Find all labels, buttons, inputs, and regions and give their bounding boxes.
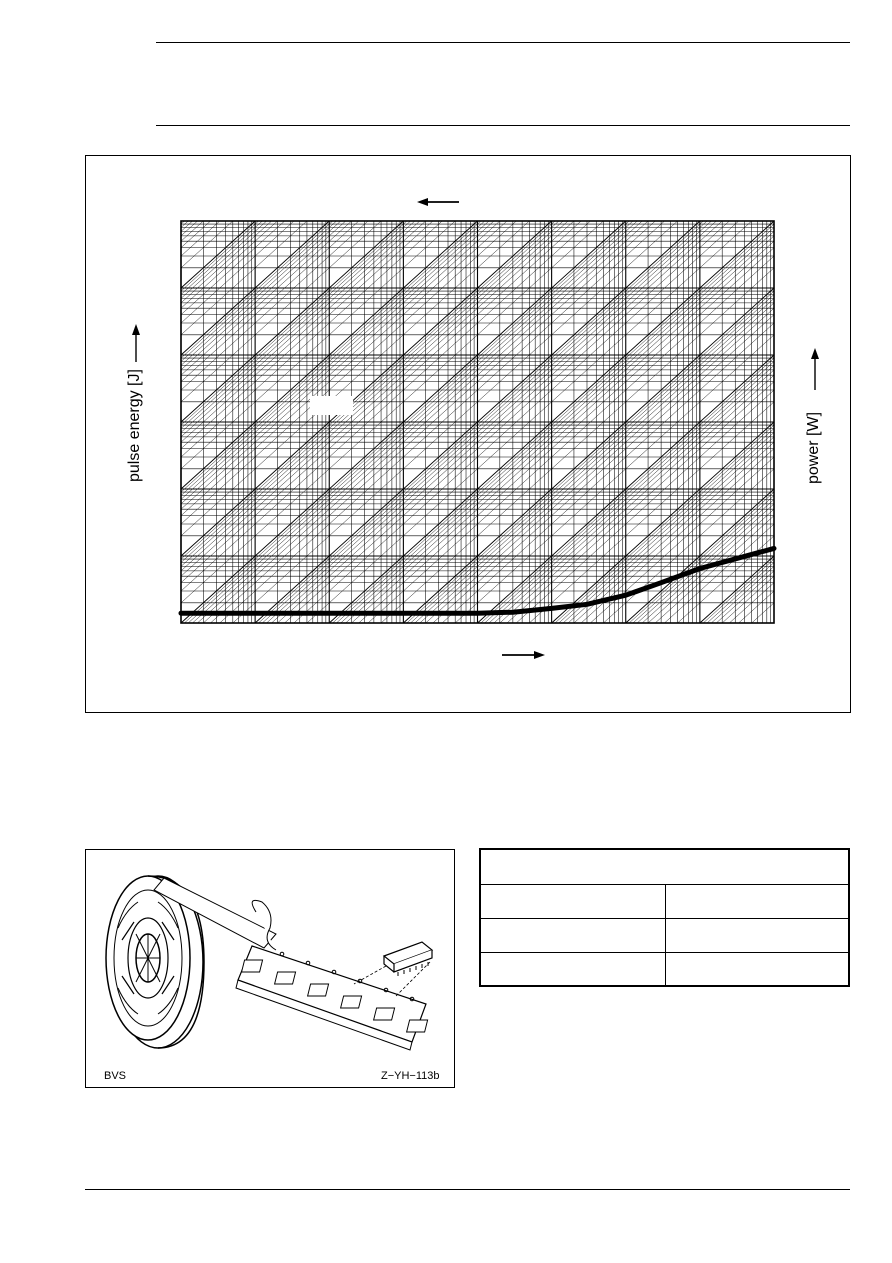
- power-diagonal-line: [716, 571, 774, 623]
- power-diagonal-line: [181, 221, 415, 432]
- chart-label-mask: [310, 396, 353, 415]
- table-cell: [480, 884, 666, 918]
- y-axis-label: pulse energy [J]: [126, 369, 143, 482]
- power-diagonal-line: [181, 221, 210, 248]
- power-diagonal-line: [181, 221, 333, 358]
- power-diagonal-line: [181, 221, 381, 402]
- power-diagonal-line: [481, 358, 774, 623]
- figure-left-caption: BVS: [104, 1070, 127, 1082]
- power-diagonal-line: [507, 382, 774, 623]
- tape-reel-drawing: [86, 850, 454, 1087]
- power-diagonal-line: [181, 221, 559, 562]
- power-diagonal-line: [403, 288, 774, 623]
- power-diagonal-line: [181, 221, 552, 556]
- power-diagonal-line: [489, 365, 774, 623]
- power-diagonal-line: [181, 221, 411, 428]
- top-axis-arrow: [417, 198, 459, 206]
- power-diagonal-line: [181, 221, 563, 566]
- tape-reel-figure: [85, 849, 455, 1088]
- power-diagonal-line: [181, 221, 426, 442]
- table-header-cell: [480, 849, 849, 884]
- power-diagonal-line: [181, 221, 272, 303]
- power-diagonal-line: [181, 221, 262, 294]
- power-diagonal-line: [707, 562, 774, 623]
- power-diagonal-line: [574, 442, 774, 623]
- power-diagonal-line: [181, 221, 481, 492]
- power-diagonal-line: [442, 323, 774, 623]
- power-diagonal-line: [181, 221, 277, 308]
- power-diagonal-line: [181, 221, 500, 509]
- power-diagonal-line: [411, 294, 774, 623]
- bottom-axis-arrow: [502, 651, 545, 659]
- power-diagonal-line: [637, 499, 774, 623]
- power-diagonal-line: [722, 576, 774, 623]
- power-diagonal-line: [181, 221, 359, 382]
- power-diagonal-line: [420, 303, 774, 623]
- power-diagonal-line: [181, 221, 307, 335]
- packing-table: [479, 848, 850, 987]
- table-cell: [480, 952, 666, 986]
- power-diagonal-line: [333, 224, 774, 623]
- power-diagonal-line: [181, 221, 368, 390]
- power-diagonal-line: [559, 428, 774, 623]
- table-cell: [666, 918, 850, 952]
- figure-right-caption: Z−YH−113b: [381, 1070, 440, 1082]
- power-diagonal-line: [739, 591, 774, 623]
- power-diagonal-line: [455, 335, 774, 623]
- y2-axis-label: power [W]: [805, 411, 822, 484]
- power-diagonal-line: [181, 221, 507, 516]
- power-diagonal-line: [711, 566, 774, 623]
- power-diagonal-line: [181, 221, 294, 323]
- table-row: [480, 918, 849, 952]
- power-diagonal-line: [568, 437, 774, 623]
- table-row: [480, 884, 849, 918]
- power-diagonal-line: [642, 504, 774, 623]
- table-cell: [666, 884, 850, 918]
- power-diagonal-line: [181, 221, 590, 591]
- power-diagonal-line: [494, 370, 774, 623]
- table-cell: [666, 952, 850, 986]
- power-diagonal-line: [181, 221, 267, 298]
- power-diagonal-line: [381, 268, 774, 623]
- footer-rule: [85, 1189, 850, 1190]
- power-diagonal-line: [629, 492, 774, 623]
- table-header-row: [480, 849, 849, 884]
- table-cell: [480, 918, 666, 952]
- power-diagonal-line: [415, 298, 774, 623]
- right-axis-arrow: [811, 348, 819, 390]
- table-row: [480, 952, 849, 986]
- power-diagonal-line: [181, 221, 233, 268]
- power-diagonal-line: [368, 256, 774, 623]
- power-diagonal-line: [529, 402, 774, 623]
